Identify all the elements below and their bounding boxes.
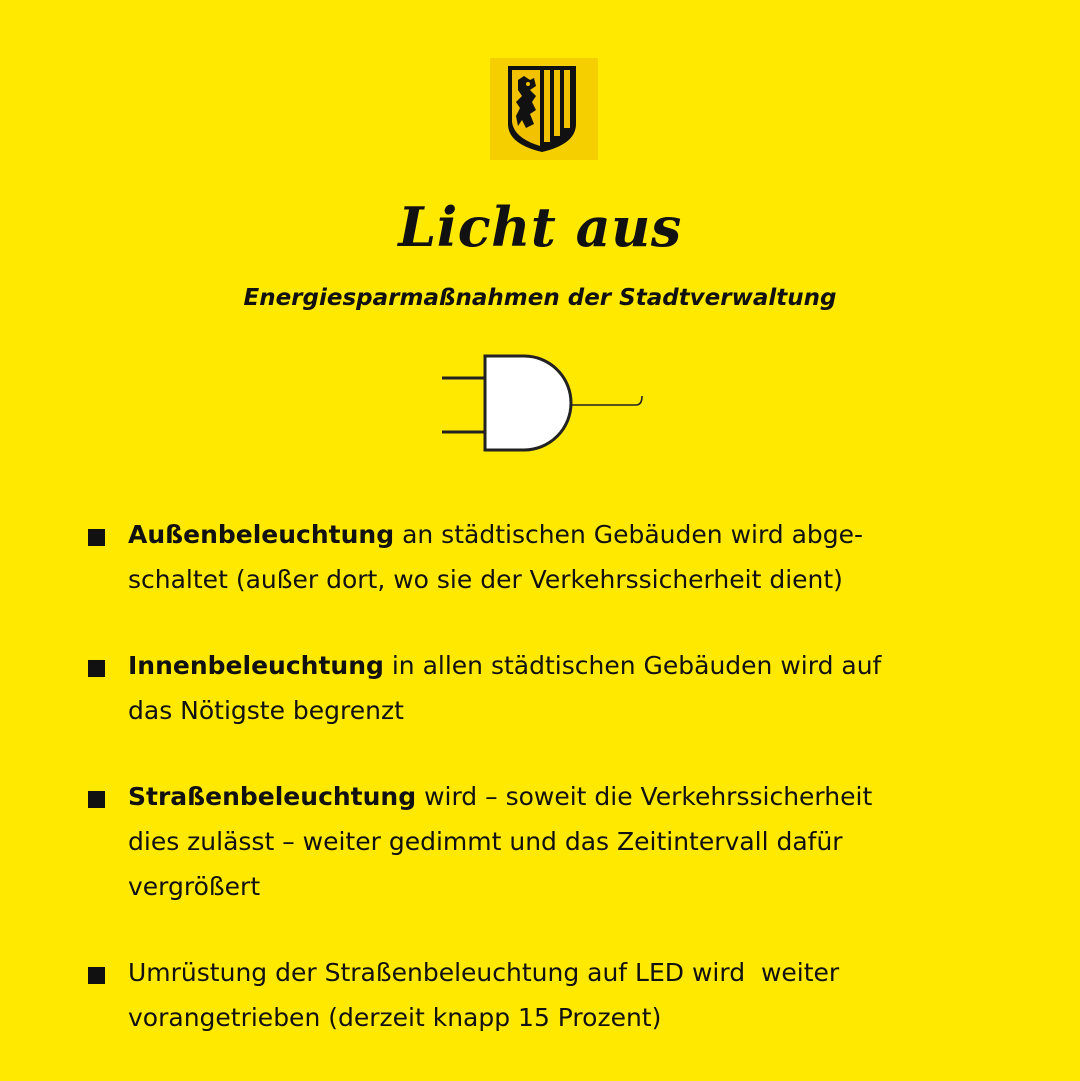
measure-keyword: Innenbeleuchtung: [128, 651, 384, 680]
measure-line: [128, 512, 1008, 557]
power-plug-icon: [436, 350, 652, 460]
list-item: [88, 774, 1008, 909]
measure-line: [128, 774, 1008, 819]
measure-text: in allen städtischen Gebäuden wird auf: [383, 651, 882, 680]
list-item: [88, 643, 1008, 733]
city-coat-of-arms-icon: [490, 58, 598, 160]
measure-line: dies zulässt – weiter gedimmt und das Zeitintervall dafür: [128, 827, 843, 856]
measure-line: das Nötigste begrenzt: [128, 696, 404, 725]
list-item: [88, 512, 1008, 602]
measure-keyword: Außenbeleuchtung: [128, 520, 395, 549]
measure-line: vorangetrieben (derzeit knapp 15 Prozent): [128, 1003, 662, 1032]
measure-line: vergrößert: [128, 872, 261, 901]
page-subtitle: Energiesparmaßnahmen der Stadtverwaltung: [243, 285, 837, 311]
measure-line: Umrüstung der Straßenbeleuchtung auf LED wird weiter: [128, 958, 840, 987]
square-bullet-icon: [88, 529, 105, 546]
measure-text: an städtischen Gebäuden wird abge-: [394, 520, 864, 549]
square-bullet-icon: [88, 791, 105, 808]
page-title: Licht aus: [398, 195, 682, 259]
measure-keyword: Straßenbeleuchtung: [128, 782, 417, 811]
square-bullet-icon: [88, 660, 105, 677]
list-item: [88, 950, 1008, 1040]
measure-line: [128, 643, 1008, 688]
square-bullet-icon: [88, 967, 105, 984]
measure-line: schaltet (außer dort, wo sie der Verkehrssicherheit dient): [128, 565, 843, 594]
measure-text: wird – soweit die Verkehrssicherheit: [416, 782, 873, 811]
measures-list: [88, 512, 1008, 1081]
